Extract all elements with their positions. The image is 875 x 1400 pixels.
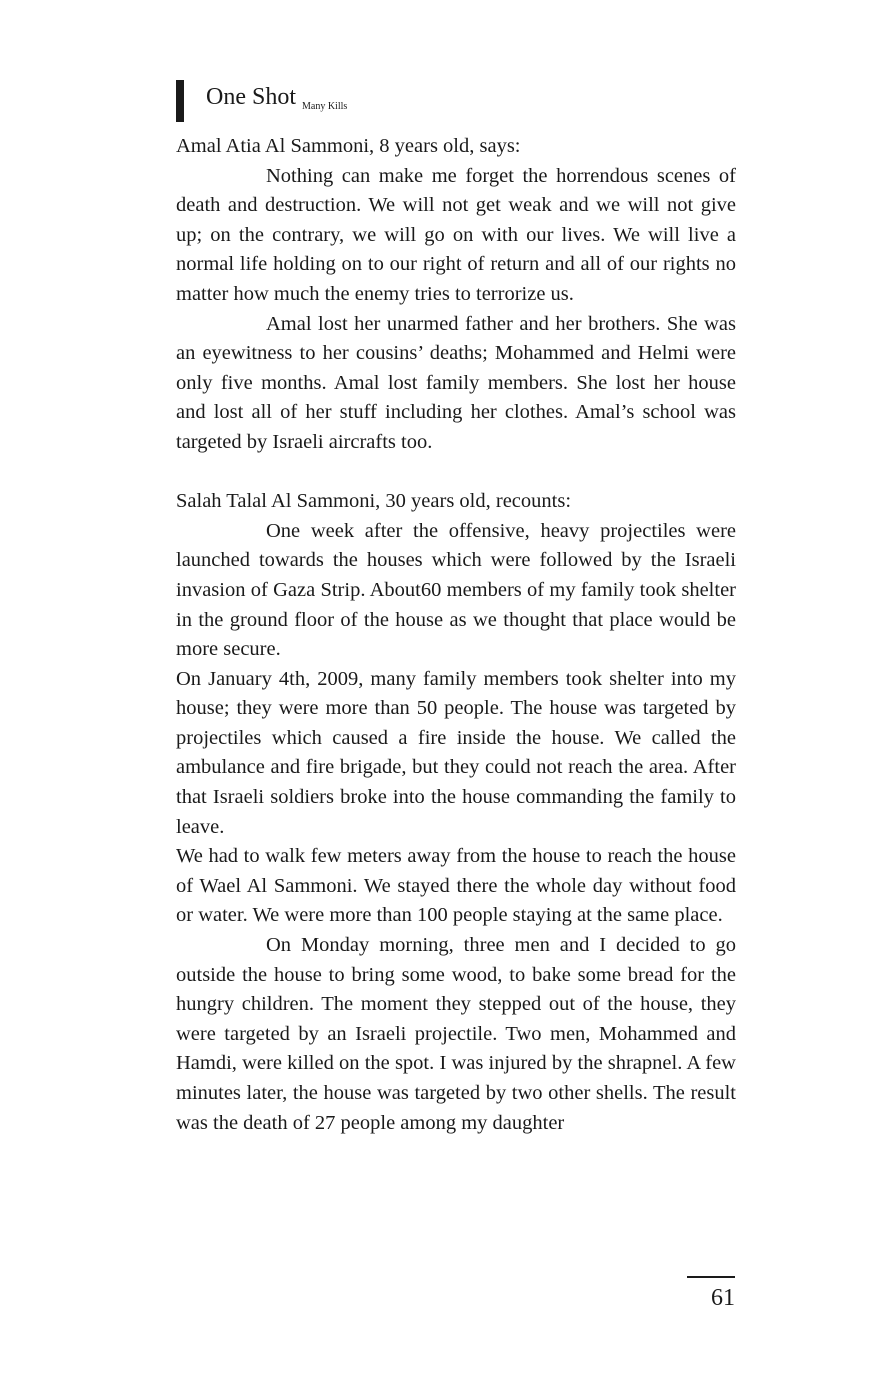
paragraph: Amal Atia Al Sammoni, 8 years old, says: (176, 135, 521, 157)
paragraph: Salah Talal Al Sammoni, 30 years old, recounts: (176, 490, 572, 513)
running-header (176, 78, 347, 122)
paragraph: One week after the offensive, heavy projectiles were launched towards the houses which were followed by the Israeli invasion of Gaza Strip. About60 members of my family took shelter in the ground floor of the house as we thought that place would be more secure. (176, 519, 736, 661)
paragraph: Nothing can make me forget the horrendous scenes of death and destruction. We will not get weak and we will not give up; on the contrary, we will go on with our lives. We will live a normal life holding on to our right of return and all of our rights no matter how much the enemy tries to terrorize us. (176, 164, 736, 305)
book-title: One Shot (206, 84, 296, 110)
paragraph: Amal lost her unarmed father and her brothers. She was an eyewitness to her cousins’ deaths; Mohammed and Helmi were only five months. Amal lost family members. She lost her house and lost all of her stuff including her clothes. Amal’s school was targeted by Israeli aircrafts too. (176, 312, 736, 453)
page-number: 61 (711, 1285, 735, 1311)
body-text (176, 132, 736, 1138)
paragraph: On Monday morning, three men and I decided to go outside the house to bring some wood, to bake some bread for the hungry children. The moment they stepped out of the house, they were targeted by an Israeli projectile. Two men, Mohammed and Hamdi, were killed on the spot. I was injured by the shrapnel. A few minutes later, the house was targeted by two other shells. The result was the death of 27 people among my daughter (176, 934, 736, 1134)
footer-rule (687, 1276, 735, 1278)
header-bar-mark (176, 80, 184, 122)
book-subtitle: Many Kills (302, 101, 348, 112)
paragraph: We had to walk few meters away from the house to reach the house of Wael Al Sammoni. We stayed there the whole day without food or water. We were more than 100 people staying at the same place. (176, 845, 736, 927)
paragraph: On January 4th, 2009, many family members took shelter into my house; they were more than 50 people. The house was targeted by projectiles which caused a fire inside the house. We called the ambulance and fire brigade, but they could not reach the area. After that Israeli soldiers broke into the house commanding the family to leave. (176, 667, 736, 838)
paragraph-gap (176, 458, 736, 488)
